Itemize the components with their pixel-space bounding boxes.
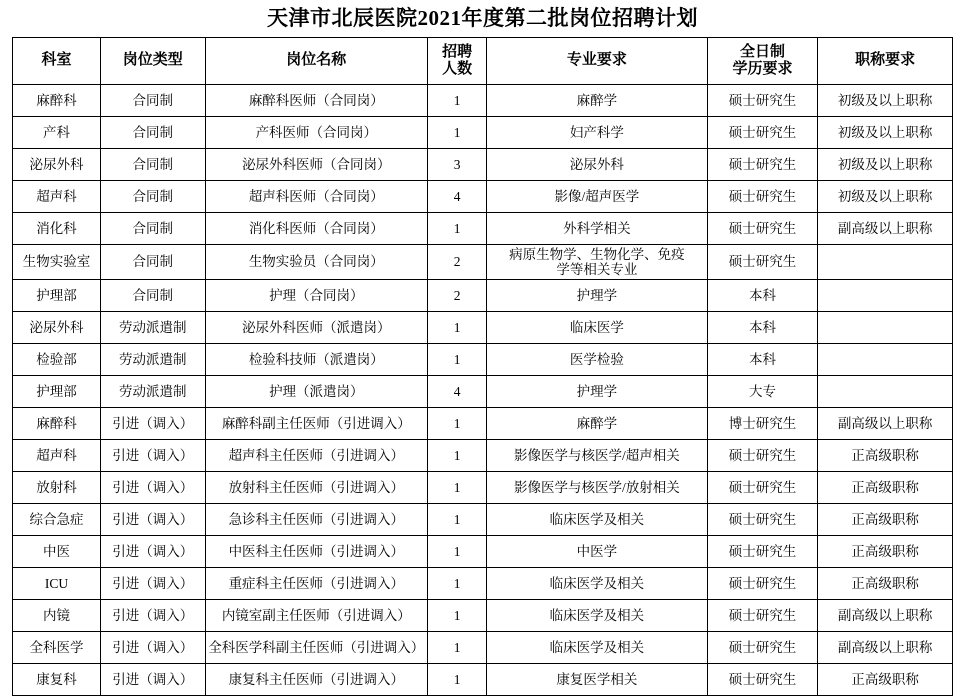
cell-education: 硕士研究生 bbox=[707, 181, 818, 213]
cell-department: 护理部 bbox=[13, 280, 101, 312]
cell-position-type: 劳动派遣制 bbox=[100, 312, 205, 344]
cell-department: 泌尿外科 bbox=[13, 149, 101, 181]
column-header-position-name: 岗位名称 bbox=[205, 38, 428, 85]
cell-position-name: 全科医学科副主任医师（引进调入） bbox=[205, 632, 428, 664]
cell-department: 中医 bbox=[13, 536, 101, 568]
cell-professional-title bbox=[818, 280, 953, 312]
table-body bbox=[13, 85, 953, 696]
recruit-count-line2: 人数 bbox=[442, 61, 473, 78]
cell-position-name: 内镜室副主任医师（引进调入） bbox=[205, 600, 428, 632]
cell-professional-title: 初级及以上职称 bbox=[818, 149, 953, 181]
cell-major: 外科学相关 bbox=[487, 213, 708, 245]
cell-education: 本科 bbox=[707, 312, 818, 344]
cell-department: 放射科 bbox=[13, 472, 101, 504]
cell-major-line2: 学等相关专业 bbox=[556, 262, 638, 278]
cell-education: 硕士研究生 bbox=[707, 245, 818, 280]
cell-major: 妇产科学 bbox=[487, 117, 708, 149]
column-header-professional-title: 职称要求 bbox=[818, 38, 953, 85]
cell-education: 硕士研究生 bbox=[707, 664, 818, 696]
cell-position-type: 引进（调入） bbox=[100, 600, 205, 632]
table-row bbox=[13, 85, 953, 117]
cell-position-type: 合同制 bbox=[100, 117, 205, 149]
cell-professional-title bbox=[818, 376, 953, 408]
cell-professional-title: 副高级以上职称 bbox=[818, 213, 953, 245]
cell-major: 临床医学 bbox=[487, 312, 708, 344]
cell-position-name: 护理（派遣岗） bbox=[205, 376, 428, 408]
cell-education: 硕士研究生 bbox=[707, 632, 818, 664]
table-row bbox=[13, 632, 953, 664]
cell-department: 麻醉科 bbox=[13, 408, 101, 440]
cell-position-type: 合同制 bbox=[100, 85, 205, 117]
cell-department: 内镜 bbox=[13, 600, 101, 632]
cell-recruit-count: 2 bbox=[428, 245, 487, 280]
cell-department: 康复科 bbox=[13, 664, 101, 696]
education-line2: 学历要求 bbox=[732, 61, 793, 78]
cell-position-name: 超声科医师（合同岗） bbox=[205, 181, 428, 213]
table-row bbox=[13, 664, 953, 696]
cell-position-type: 劳动派遣制 bbox=[100, 376, 205, 408]
page-title: 天津市北辰医院2021年度第二批岗位招聘计划 bbox=[267, 6, 698, 30]
cell-recruit-count: 1 bbox=[428, 504, 487, 536]
cell-department: 超声科 bbox=[13, 440, 101, 472]
cell-recruit-count: 1 bbox=[428, 85, 487, 117]
recruitment-plan-table bbox=[12, 37, 953, 696]
table-row bbox=[13, 440, 953, 472]
table-row bbox=[13, 213, 953, 245]
cell-recruit-count: 1 bbox=[428, 664, 487, 696]
cell-professional-title: 正高级职称 bbox=[818, 568, 953, 600]
cell-education: 硕士研究生 bbox=[707, 117, 818, 149]
cell-major: 临床医学及相关 bbox=[487, 632, 708, 664]
cell-recruit-count: 1 bbox=[428, 472, 487, 504]
cell-department: 生物实验室 bbox=[13, 245, 101, 280]
cell-position-type: 引进（调入） bbox=[100, 504, 205, 536]
cell-professional-title: 副高级以上职称 bbox=[818, 632, 953, 664]
cell-position-type: 合同制 bbox=[100, 245, 205, 280]
cell-major: 影像医学与核医学/超声相关 bbox=[487, 440, 708, 472]
cell-professional-title: 正高级职称 bbox=[818, 504, 953, 536]
recruit-count-line1: 招聘 bbox=[442, 44, 473, 61]
cell-education: 本科 bbox=[707, 344, 818, 376]
cell-recruit-count: 3 bbox=[428, 149, 487, 181]
cell-position-type: 合同制 bbox=[100, 149, 205, 181]
table-row bbox=[13, 280, 953, 312]
cell-professional-title bbox=[818, 312, 953, 344]
cell-position-name: 护理（合同岗） bbox=[205, 280, 428, 312]
table-row bbox=[13, 344, 953, 376]
cell-position-name: 重症科主任医师（引进调入） bbox=[205, 568, 428, 600]
table-row bbox=[13, 504, 953, 536]
cell-department: 消化科 bbox=[13, 213, 101, 245]
cell-position-name: 消化科医师（合同岗） bbox=[205, 213, 428, 245]
cell-professional-title bbox=[818, 245, 953, 280]
cell-department: 检验部 bbox=[13, 344, 101, 376]
cell-major: 医学检验 bbox=[487, 344, 708, 376]
cell-department: 超声科 bbox=[13, 181, 101, 213]
cell-education: 硕士研究生 bbox=[707, 213, 818, 245]
cell-education: 硕士研究生 bbox=[707, 440, 818, 472]
table-row bbox=[13, 472, 953, 504]
cell-position-type: 引进（调入） bbox=[100, 536, 205, 568]
cell-major-line1: 病原生物学、生物化学、免疫 bbox=[509, 247, 685, 263]
cell-major: 护理学 bbox=[487, 376, 708, 408]
cell-position-name: 产科医师（合同岗） bbox=[205, 117, 428, 149]
cell-professional-title: 副高级以上职称 bbox=[818, 408, 953, 440]
cell-position-name: 麻醉科医师（合同岗） bbox=[205, 85, 428, 117]
cell-major: 临床医学及相关 bbox=[487, 504, 708, 536]
table-row bbox=[13, 536, 953, 568]
cell-department: 麻醉科 bbox=[13, 85, 101, 117]
cell-recruit-count: 1 bbox=[428, 408, 487, 440]
cell-education: 硕士研究生 bbox=[707, 600, 818, 632]
table-row bbox=[13, 181, 953, 213]
cell-major: 临床医学及相关 bbox=[487, 568, 708, 600]
cell-professional-title bbox=[818, 344, 953, 376]
cell-position-type: 引进（调入） bbox=[100, 568, 205, 600]
table-row bbox=[13, 312, 953, 344]
cell-major: 麻醉学 bbox=[487, 408, 708, 440]
cell-recruit-count: 1 bbox=[428, 312, 487, 344]
cell-position-name: 中医科主任医师（引进调入） bbox=[205, 536, 428, 568]
table-header bbox=[13, 38, 953, 85]
cell-position-type: 引进（调入） bbox=[100, 664, 205, 696]
cell-recruit-count: 4 bbox=[428, 181, 487, 213]
cell-major: 影像医学与核医学/放射相关 bbox=[487, 472, 708, 504]
cell-major bbox=[487, 245, 708, 280]
table-row bbox=[13, 408, 953, 440]
cell-position-type: 引进（调入） bbox=[100, 408, 205, 440]
cell-professional-title: 初级及以上职称 bbox=[818, 117, 953, 149]
cell-position-name: 生物实验员（合同岗） bbox=[205, 245, 428, 280]
cell-department: 综合急症 bbox=[13, 504, 101, 536]
cell-professional-title: 初级及以上职称 bbox=[818, 85, 953, 117]
cell-position-name: 检验科技师（派遣岗） bbox=[205, 344, 428, 376]
cell-education: 博士研究生 bbox=[707, 408, 818, 440]
cell-education: 硕士研究生 bbox=[707, 568, 818, 600]
table-header-row bbox=[13, 38, 953, 85]
cell-position-name: 放射科主任医师（引进调入） bbox=[205, 472, 428, 504]
cell-position-type: 合同制 bbox=[100, 280, 205, 312]
cell-recruit-count: 1 bbox=[428, 440, 487, 472]
cell-recruit-count: 1 bbox=[428, 568, 487, 600]
cell-department: 产科 bbox=[13, 117, 101, 149]
cell-department: 泌尿外科 bbox=[13, 312, 101, 344]
cell-recruit-count: 1 bbox=[428, 536, 487, 568]
cell-department: 全科医学 bbox=[13, 632, 101, 664]
cell-recruit-count: 1 bbox=[428, 213, 487, 245]
cell-professional-title: 正高级职称 bbox=[818, 440, 953, 472]
cell-professional-title: 副高级以上职称 bbox=[818, 600, 953, 632]
cell-position-name: 急诊科主任医师（引进调入） bbox=[205, 504, 428, 536]
cell-position-type: 合同制 bbox=[100, 213, 205, 245]
cell-position-name: 泌尿外科医师（合同岗） bbox=[205, 149, 428, 181]
table-row bbox=[13, 600, 953, 632]
cell-position-type: 引进（调入） bbox=[100, 632, 205, 664]
cell-department: 护理部 bbox=[13, 376, 101, 408]
cell-position-name: 康复科主任医师（引进调入） bbox=[205, 664, 428, 696]
cell-position-name: 泌尿外科医师（派遣岗） bbox=[205, 312, 428, 344]
cell-education: 硕士研究生 bbox=[707, 472, 818, 504]
cell-education: 硕士研究生 bbox=[707, 536, 818, 568]
column-header-department: 科室 bbox=[13, 38, 101, 85]
table-row bbox=[13, 149, 953, 181]
cell-major: 影像/超声医学 bbox=[487, 181, 708, 213]
table-row bbox=[13, 117, 953, 149]
cell-major: 泌尿外科 bbox=[487, 149, 708, 181]
cell-recruit-count: 1 bbox=[428, 117, 487, 149]
cell-professional-title: 正高级职称 bbox=[818, 664, 953, 696]
cell-education: 硕士研究生 bbox=[707, 85, 818, 117]
cell-professional-title: 正高级职称 bbox=[818, 536, 953, 568]
cell-recruit-count: 1 bbox=[428, 632, 487, 664]
cell-major: 中医学 bbox=[487, 536, 708, 568]
cell-position-name: 麻醉科副主任医师（引进调入） bbox=[205, 408, 428, 440]
table-row bbox=[13, 376, 953, 408]
cell-recruit-count: 1 bbox=[428, 344, 487, 376]
cell-major: 护理学 bbox=[487, 280, 708, 312]
cell-position-name: 超声科主任医师（引进调入） bbox=[205, 440, 428, 472]
cell-education: 大专 bbox=[707, 376, 818, 408]
cell-recruit-count: 1 bbox=[428, 600, 487, 632]
column-header-major: 专业要求 bbox=[487, 38, 708, 85]
cell-major: 临床医学及相关 bbox=[487, 600, 708, 632]
cell-professional-title: 初级及以上职称 bbox=[818, 181, 953, 213]
column-header-education bbox=[707, 38, 818, 85]
cell-position-type: 合同制 bbox=[100, 181, 205, 213]
table-row bbox=[13, 568, 953, 600]
cell-department: ICU bbox=[13, 568, 101, 600]
column-header-position-type: 岗位类型 bbox=[100, 38, 205, 85]
cell-education: 本科 bbox=[707, 280, 818, 312]
cell-recruit-count: 4 bbox=[428, 376, 487, 408]
education-line1: 全日制 bbox=[739, 44, 785, 61]
cell-education: 硕士研究生 bbox=[707, 149, 818, 181]
cell-major: 康复医学相关 bbox=[487, 664, 708, 696]
cell-position-type: 引进（调入） bbox=[100, 440, 205, 472]
cell-position-type: 劳动派遣制 bbox=[100, 344, 205, 376]
cell-major: 麻醉学 bbox=[487, 85, 708, 117]
cell-position-type: 引进（调入） bbox=[100, 472, 205, 504]
table-row bbox=[13, 245, 953, 280]
cell-education: 硕士研究生 bbox=[707, 504, 818, 536]
cell-recruit-count: 2 bbox=[428, 280, 487, 312]
column-header-recruit-count bbox=[428, 38, 487, 85]
cell-professional-title: 正高级职称 bbox=[818, 472, 953, 504]
